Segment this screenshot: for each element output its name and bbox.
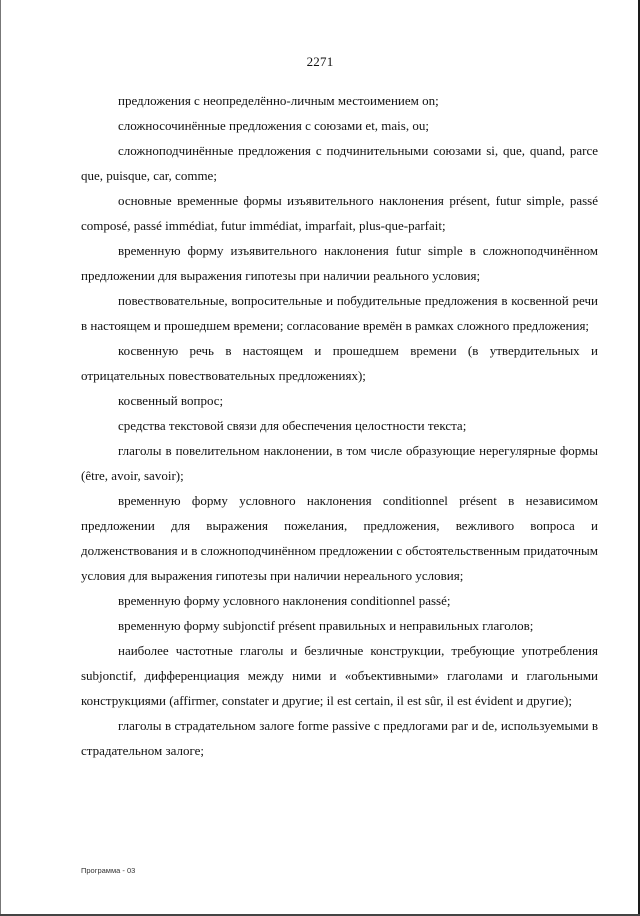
paragraph-11: временную форму условного наклонения conditionnel présent в независимом предложении для выражения пожелания, предложения, вежливого вопроса и долженствования и в сложноподчинённом предложении с обстоятельственным придаточным условия для выражения гипотезы при наличии нереального условия;	[81, 493, 598, 583]
paragraph-8: косвенный вопрос;	[118, 393, 224, 408]
paragraph-4: основные временные формы изъявительного наклонения présent, futur simple, passé composé, passé immédiat, futur immédiat, imparfait, plus-que-parfait;	[81, 193, 598, 233]
paragraph-1: предложения с неопределённо-личным местоимением on;	[118, 93, 439, 108]
paragraph-15: глаголы в страдательном залоге forme passive с предлогами par и de, используемыми в страдательном залоге;	[81, 718, 598, 758]
paragraph-2: сложносочинённые предложения с союзами et, mais, ou;	[118, 118, 429, 133]
paragraph-7: косвенную речь в настоящем и прошедшем времени (в утвердительных и отрицательных повествовательных предложениях);	[81, 343, 598, 383]
footer-label: Программа - 03	[81, 866, 136, 875]
paragraph-12: временную форму условного наклонения conditionnel passé;	[118, 593, 451, 608]
scan-edge-left	[0, 0, 1, 916]
page-number: 2271	[306, 54, 334, 69]
paragraph-6: повествовательные, вопросительные и побудительные предложения в косвенной речи в настоящем и прошедшем времени; согласование времён в рамках сложного предложения;	[81, 293, 598, 333]
paragraph-14: наиболее частотные глаголы и безличные конструкции, требующие употребления subjonctif, дифференциация между ними и «объективными» глаголами и глагольными конструкциями (affirmer, constater и другие; il est certain, il est sûr, il est évident и другие);	[81, 643, 598, 708]
body-text	[81, 88, 598, 763]
paragraph-13: временную форму subjonctif présent правильных и неправильных глаголов;	[118, 618, 534, 633]
paragraph-9: средства текстовой связи для обеспечения целостности текста;	[118, 418, 467, 433]
paragraph-10: глаголы в повелительном наклонении, в том числе образующие нерегулярные формы (être, avoir, savoir);	[81, 443, 598, 483]
paragraph-5: временную форму изъявительного наклонения futur simple в сложноподчинённом предложении для выражения гипотезы при наличии реального условия;	[81, 243, 598, 283]
paragraph-3: сложноподчинённые предложения с подчинительными союзами si, que, quand, parce que, puisque, car, comme;	[81, 143, 598, 183]
